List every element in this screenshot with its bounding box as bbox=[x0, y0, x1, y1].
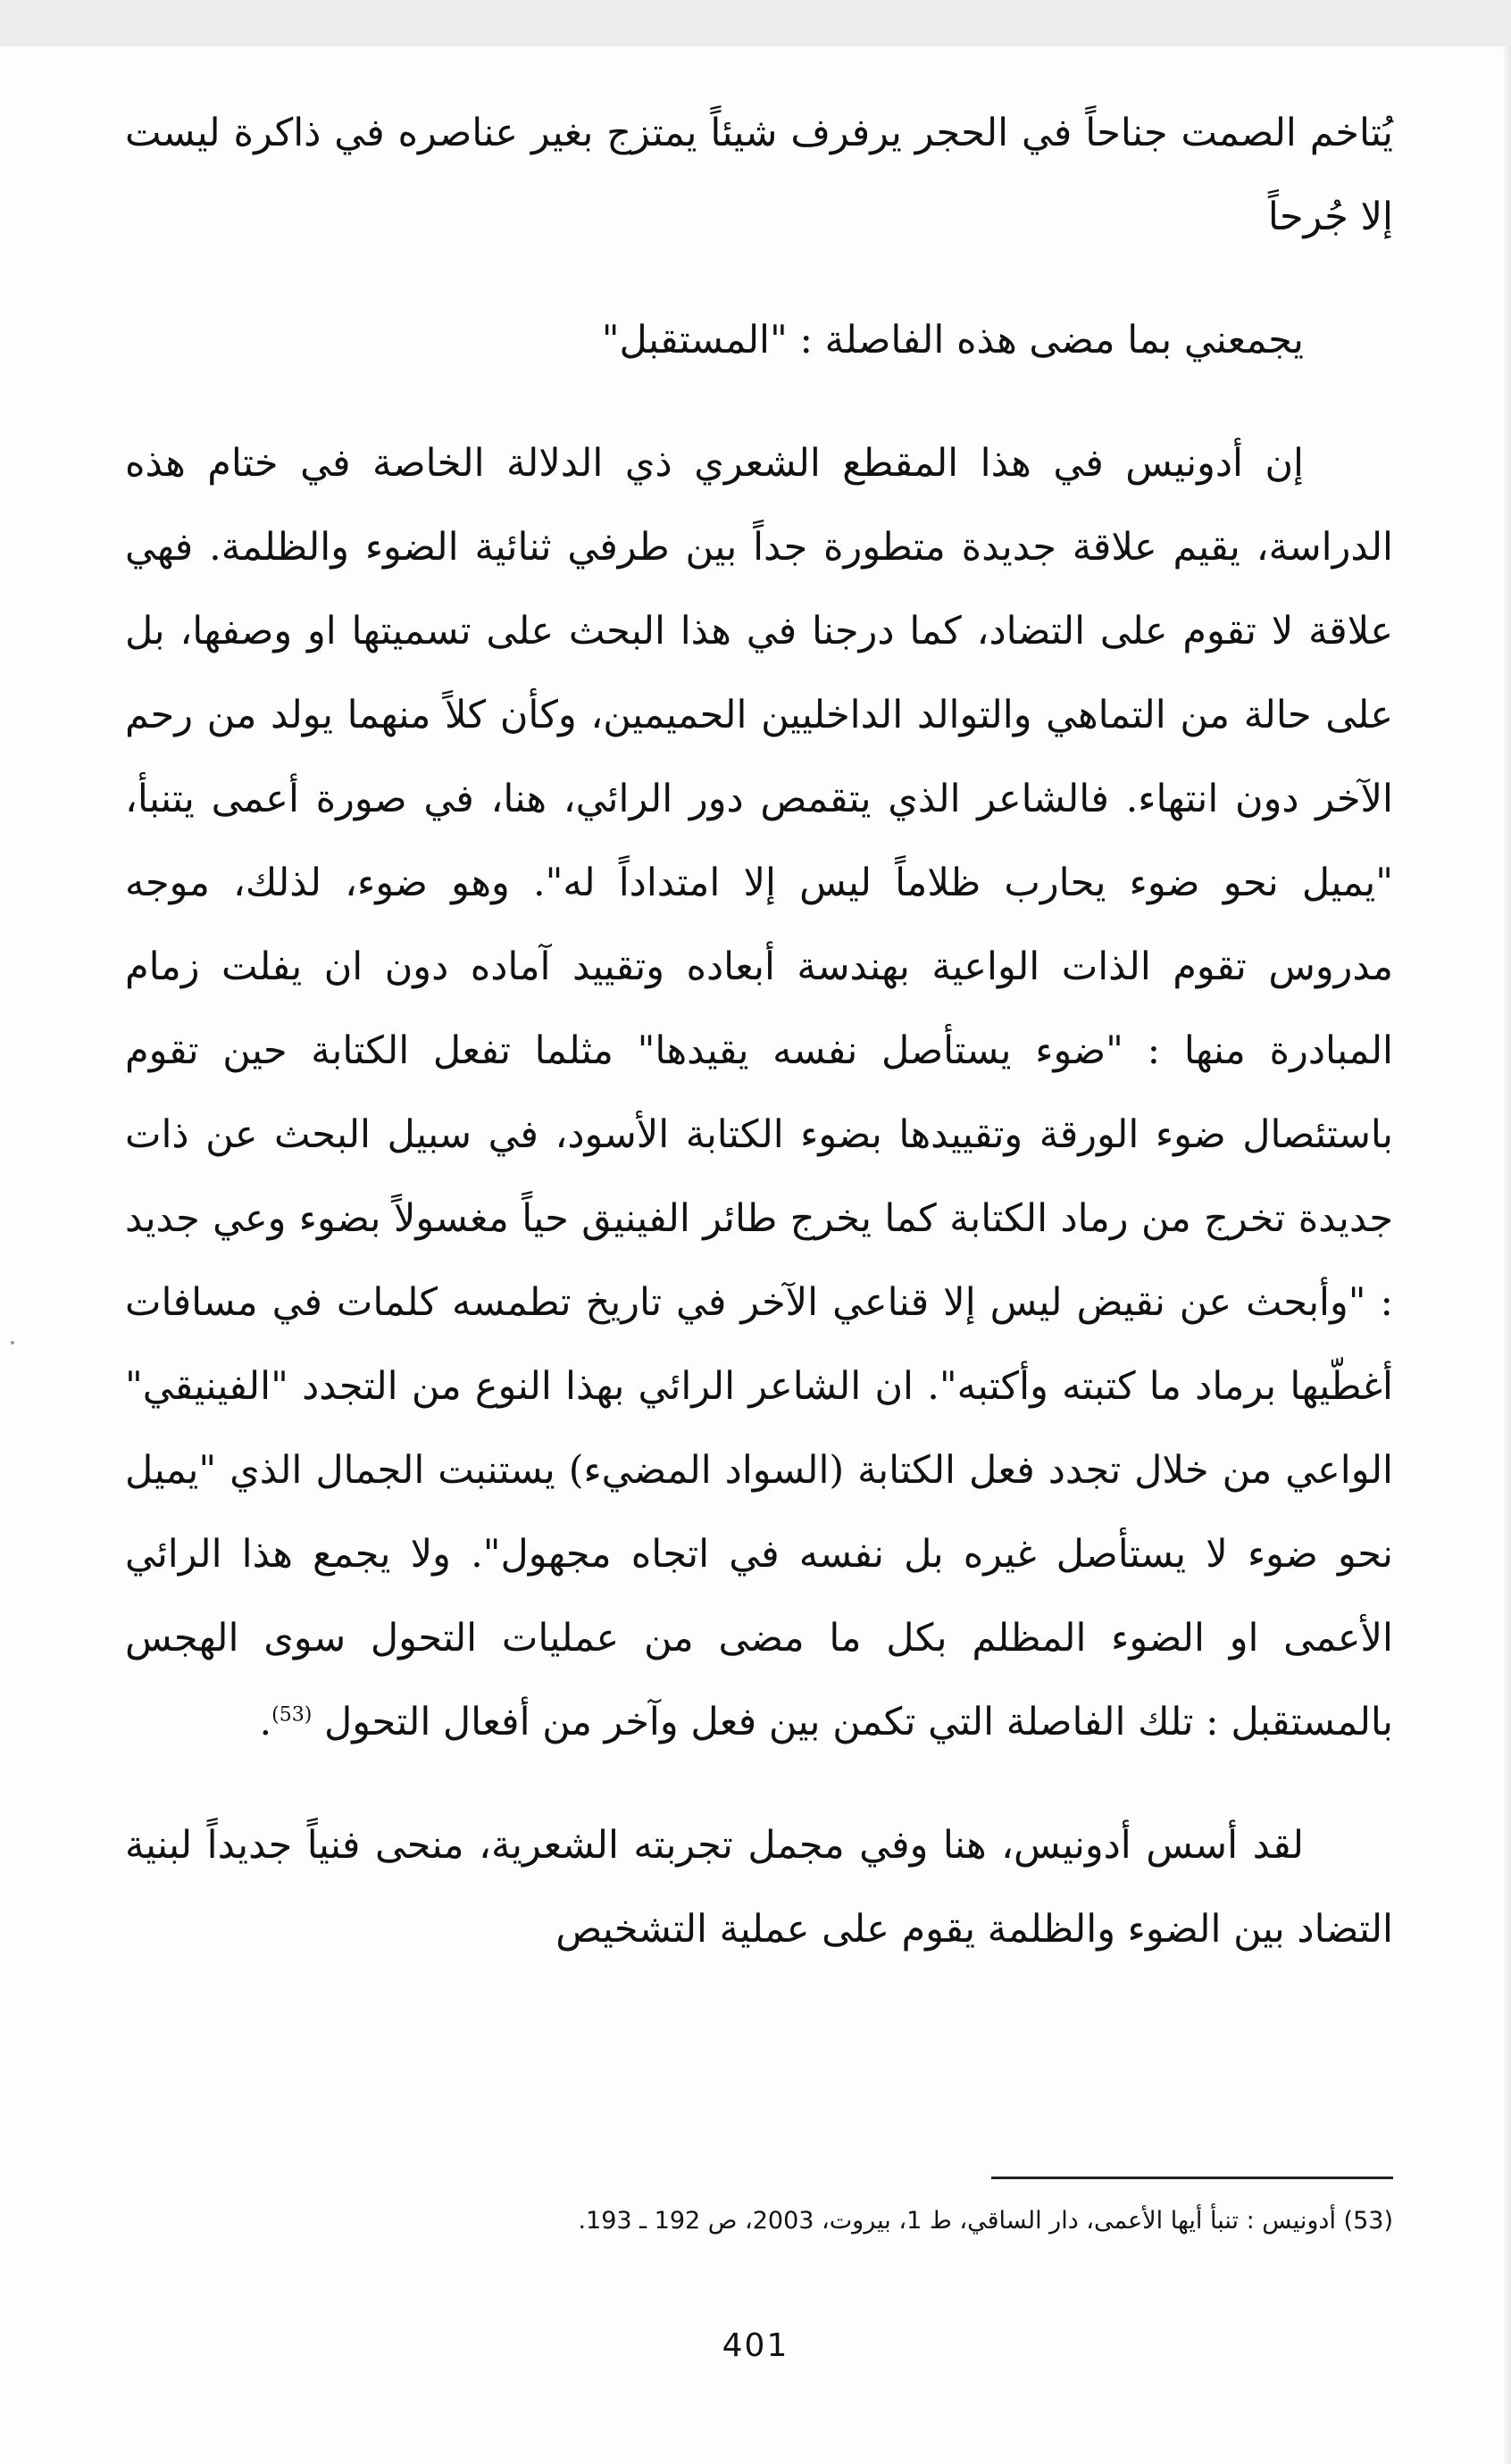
scanned-page bbox=[0, 46, 1511, 2464]
paragraph-continuation-text: يُتاخم الصمت جناحاً في الحجر يرفرف شيئاً يمتزج بغير عناصره في ذاكرة ليست إلا جُرحاً bbox=[125, 111, 1393, 239]
paragraph-main bbox=[125, 421, 1393, 1764]
paragraph-main-end: . bbox=[259, 1700, 272, 1744]
paragraph-final-text: لقد أسس أدونيس، هنا وفي مجمل تجربته الشعرية، منحى فنياً جديداً لبنية التضاد بين الضوء والظلمة يقوم على عملية التشخيص bbox=[125, 1823, 1393, 1952]
page-number: 401 bbox=[722, 2327, 789, 2364]
scan-speck bbox=[11, 1341, 14, 1344]
footnote-text: أدونيس : تنبأ أيها الأعمى، دار الساقي، ط 1، بيروت، 2003، ص 192 ـ 193. bbox=[578, 2207, 1336, 2235]
quoted-line bbox=[125, 298, 1393, 382]
paragraph-main-text: إن أدونيس في هذا المقطع الشعري ذي الدلالة الخاصة في ختام هذه الدراسة، يقيم علاقة جديدة متطورة جداً بين طرفي ثنائية الضوء والظلمة. فهي علاقة لا تقوم على التضاد، كما درجنا في هذا البحث على تسميتها او وصفها، بل على حالة من التماهي والتوالد الداخليين الحميمين، وكأن كلاً منهما يولد من رحم الآخر دون انتهاء. فالشاعر الذي يتقمص دور الرائي، هنا، في صورة أعمى يتنبأ، "يميل نحو ضوء يحارب ظلاماً ليس إلا امتداداً له". وهو ضوء، لذلك، موجه مدروس تقوم الذات الواعية بهندسة أبعاده وتقييد آماده دون ان يفلت زمام المبادرة منها : "ضوء يستأصل نفسه يقيدها" مثلما تفعل الكتابة حين تقوم باستئصال ضوء الورقة وتقييدها بضوء الكتابة الأسود، في سبيل البحث عن ذات جديدة تخرج من رماد الكتابة كما يخرج طائر الفينيق حياً مغسولاً بضوء وعي جديد : "وأبحث عن نقيض ليس إلا قناعي الآخر في تاريخ تطمسه كلمات في مسافات أغطّيها برماد ما كتبته وأكتبه". ان الشاعر الرائي بهذا النوع من التجدد "الفينيقي" الواعي من خلال تجدد فعل الكتابة (السواد المضيء) يستنبت الجمال الذي "يميل نحو ضوء لا يستأصل غيره بل نفسه في اتجاه مجهول". ولا يجمع هذا الرائي الأعمى او الضوء المظلم بكل ما مضى من عمليات التحول سوى الهجس بالمستقبل : تلك الفاصلة التي تكمن بين فعل وآخر من أفعال التحول bbox=[125, 441, 1393, 1744]
top-margin-strip bbox=[0, 0, 1511, 46]
footnote-reference[interactable]: (53) bbox=[271, 1703, 313, 1727]
paragraph-continuation bbox=[125, 91, 1393, 259]
paragraph-final bbox=[125, 1803, 1393, 1971]
quoted-line-text: يجمعني بما مضى هذه الفاصلة : "المستقبل" bbox=[601, 318, 1304, 362]
body-text bbox=[125, 91, 1393, 1971]
footnote-number: (53) bbox=[1343, 2207, 1393, 2235]
footnote bbox=[125, 2202, 1393, 2241]
page-edge-shadow bbox=[1502, 46, 1511, 2464]
footnote-separator bbox=[991, 2177, 1393, 2179]
